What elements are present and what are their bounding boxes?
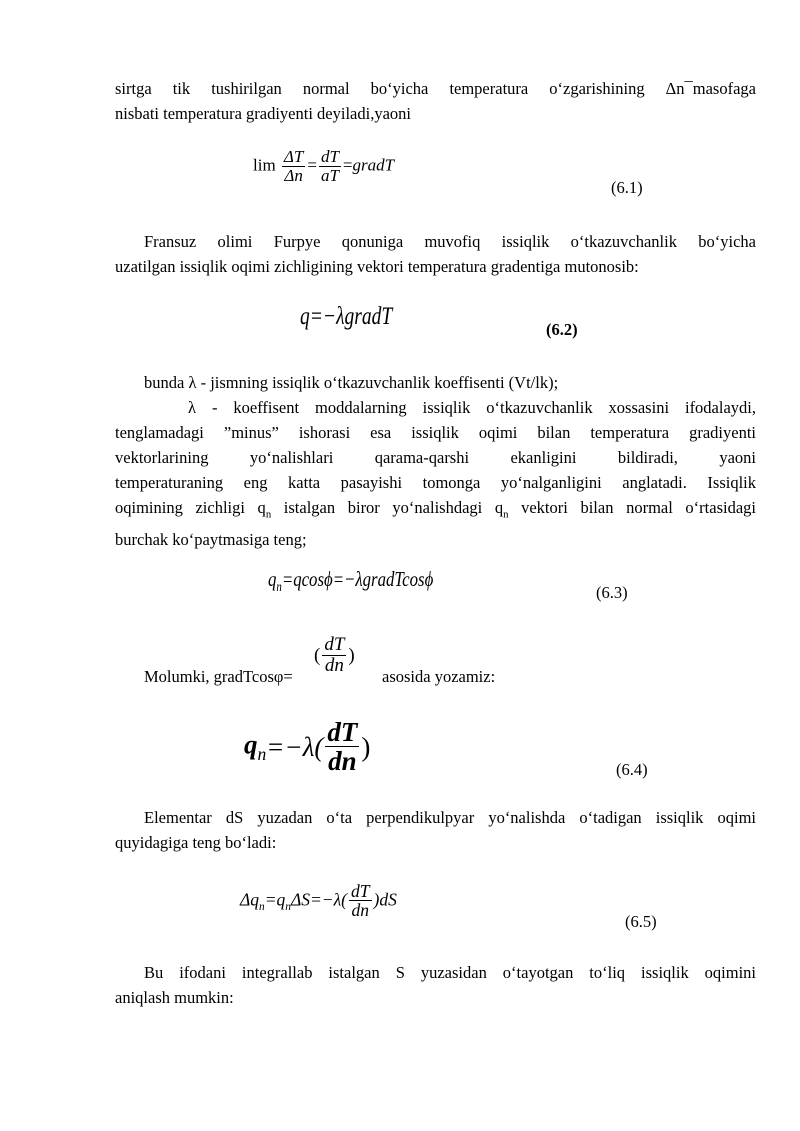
text-suffix: asosida yozamiz: <box>382 667 496 686</box>
equation-number: (6.5) <box>625 912 657 931</box>
text-line: Elementar dS yuzadan o‘ta perpendikulpyar yo‘nalishda o‘tadigan issiqlik oqimi <box>144 808 756 827</box>
inline-fraction: ( $\frac{dT}{dn}$ ) <box>314 634 355 676</box>
fraction: $\frac{dT}{dn}$ <box>327 717 358 777</box>
text-line: Bu ifodani integrallab istalgan S yuzasidan o‘tayotgan to‘liq issiqlik oqimini <box>144 963 756 982</box>
text-line: uzatilgan issiqlik oqimi zichligining vektori temperatura gradentiga mutonosib: <box>115 257 639 276</box>
text-line: oqimining zichligi $q_n$ istalgan biror yo‘nalishdagi $q_n$ vektori bilan normal o‘rtasidagi <box>115 498 756 521</box>
paragraph-5 <box>115 805 756 855</box>
text-line: sirtga tik tushirilgan normal bo‘yicha temperatura o‘zgarishining Δn¯masofaga <box>115 79 756 98</box>
text-prefix: Molumki, gradTcosφ= <box>144 667 293 686</box>
text-line: vektorlarining yo‘nalishlari qarama-qarshi ekanligini bildiradi, yaoni <box>115 448 756 467</box>
paragraph-3 <box>115 370 756 552</box>
fraction: $\frac{dT}{dn}$ <box>351 881 370 921</box>
equation-number: (6.2) <box>546 320 578 339</box>
text-line: λ - koeffisent moddalarning issiqlik o‘tkazuvchanlik xossasini ifodalaydi, <box>188 398 756 417</box>
text-line: burchak ko‘paytmasiga teng; <box>115 530 307 550</box>
equation-number: (6.3) <box>596 583 628 602</box>
fraction: $\frac{dT}{aT}$ <box>320 147 339 185</box>
text-line: tenglamadagi ”minus” ishorasi esa issiqlik oqimi bilan temperatura gradiyenti <box>115 423 756 442</box>
equation-number: (6.1) <box>611 178 643 197</box>
text-line: quyidagiga teng bo‘ladi: <box>115 833 277 852</box>
equation-6-3: $q_n=qcos\phi=-\lambda gradTcos\phi$ <box>268 567 434 595</box>
paragraph-2 <box>115 229 756 279</box>
equation-6-5: $\Delta q_n=q_n\Delta S=-\lambda$( $\frac{dT}{dn}$ )dS <box>240 881 397 921</box>
equation-6-1: lim $\frac{\Delta T}{\Delta n}$ = $\frac{dT}{aT}$ =gradT <box>253 147 395 185</box>
paragraph-1 <box>115 76 756 126</box>
text-line: Fransuz olimi Furpye qonuniga muvofiq issiqlik o‘tkazuvchanlik bo‘yicha <box>144 232 756 251</box>
paragraph-6 <box>115 960 756 1010</box>
fraction: $\frac{\Delta T}{\Delta n}$ <box>283 147 304 185</box>
text-line: bunda λ - jismning issiqlik o‘tkazuvchanlik koeffisenti (Vt/lk); <box>144 373 559 392</box>
equation-6-2: q=−λgradT <box>300 303 393 330</box>
text-line: aniqlash mumkin: <box>115 988 234 1007</box>
equation-number: (6.4) <box>616 760 648 779</box>
equation-6-4: $q_n=-\lambda$( $\frac{dT}{dn}$ ) <box>244 717 371 777</box>
lim-operator: lim <box>253 155 276 175</box>
text-line: nisbati temperatura gradiyenti deyiladi,yaoni <box>115 104 411 123</box>
text-line: temperaturaning eng katta pasayishi tomonga yo‘nalganligini anglatadi. Issiqlik <box>115 473 756 492</box>
